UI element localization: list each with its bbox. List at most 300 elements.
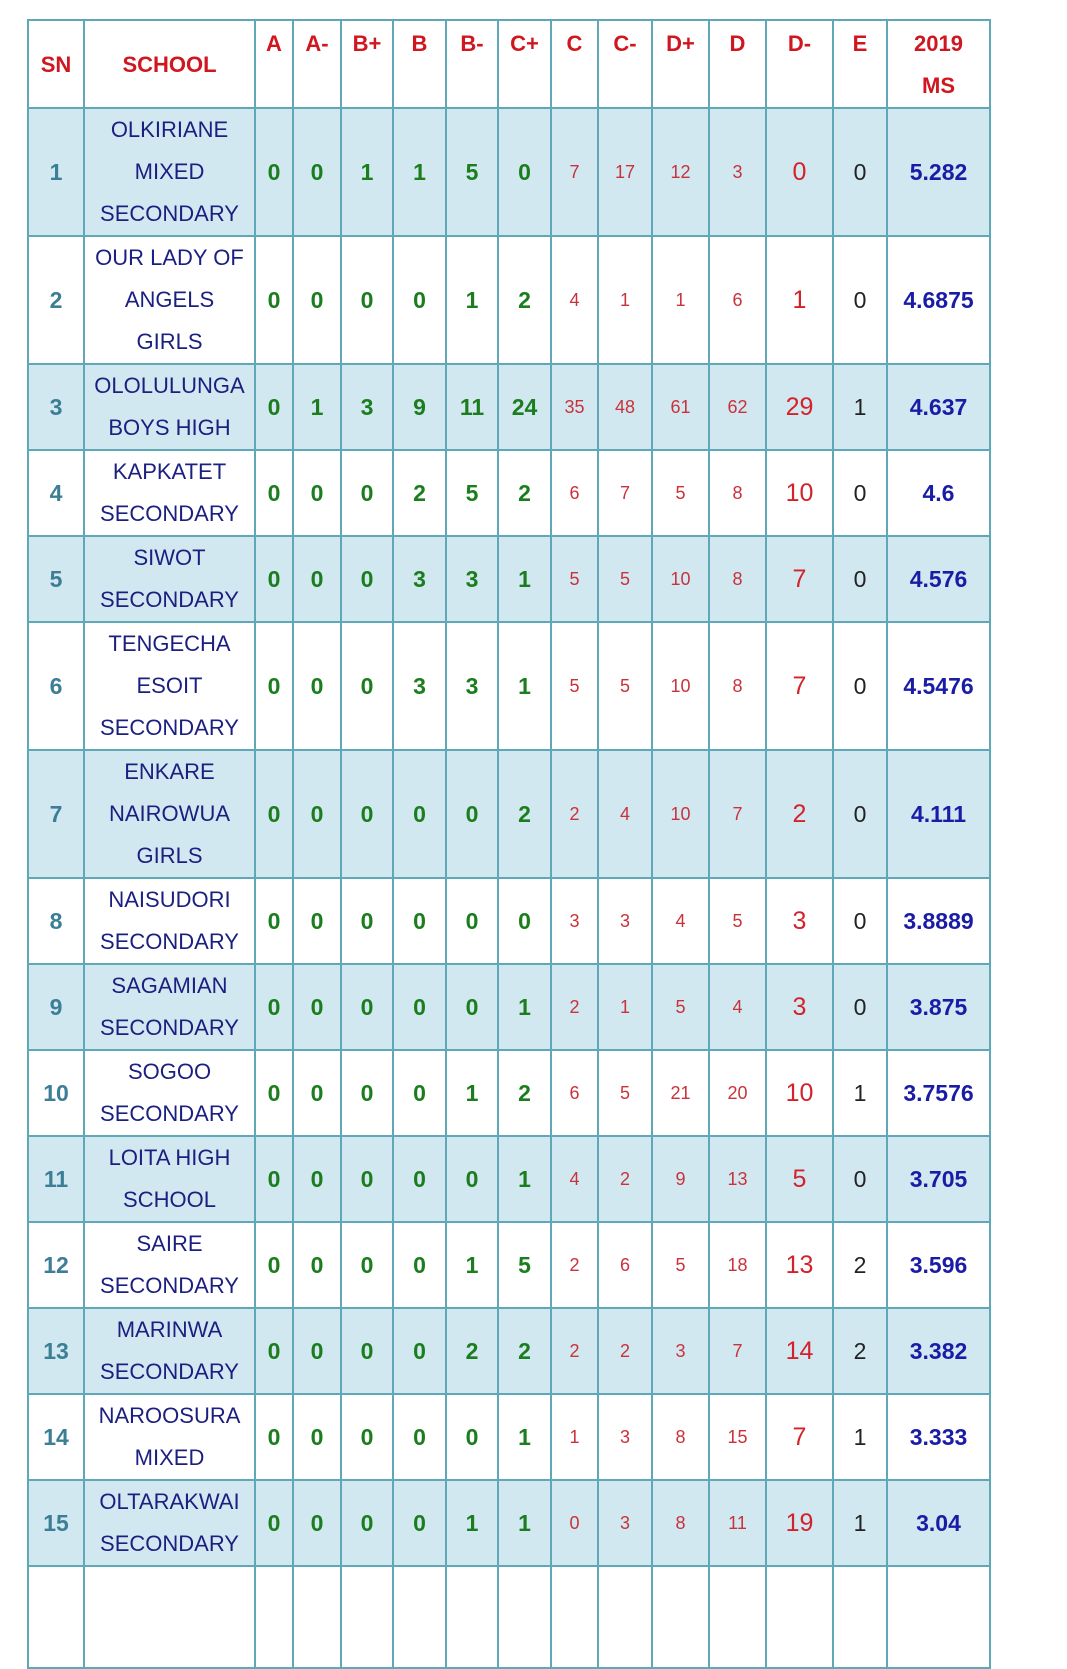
grade-count-cell: 1 xyxy=(498,536,551,622)
empty-cell xyxy=(341,1566,393,1668)
school-name-line: OUR LADY OF xyxy=(95,245,244,270)
grade-count-cell: 0 xyxy=(255,750,293,878)
serial-number-cell: 8 xyxy=(28,878,84,964)
serial-number-cell: 6 xyxy=(28,622,84,750)
school-name-line: NAROOSURA xyxy=(98,1403,241,1428)
school-name-line: SECONDARY xyxy=(100,1531,239,1556)
grade-count-cell: 0 xyxy=(393,1394,446,1480)
grade-count-cell: 2 xyxy=(766,750,833,878)
grade-count-cell: 2 xyxy=(833,1222,887,1308)
school-name-line: ENKARE xyxy=(124,759,215,784)
results-table-container xyxy=(27,19,991,1669)
grade-count-cell: 6 xyxy=(551,450,598,536)
grade-count-cell: 0 xyxy=(255,450,293,536)
grade-count-cell: 3 xyxy=(551,878,598,964)
grade-count-cell: 12 xyxy=(652,108,709,236)
grade-count-cell: 0 xyxy=(255,622,293,750)
grade-count-cell: 1 xyxy=(498,1136,551,1222)
empty-cell xyxy=(652,1566,709,1668)
mean-score-cell: 4.576 xyxy=(887,536,990,622)
grade-count-cell: 0 xyxy=(255,964,293,1050)
school-name-line: ESOIT xyxy=(136,673,203,698)
school-name-line: MARINWA xyxy=(116,1317,223,1342)
grade-count-cell: 0 xyxy=(551,1480,598,1566)
grade-count-cell: 2 xyxy=(498,236,551,364)
school-name-line: SECONDARY xyxy=(100,501,239,526)
empty-cell xyxy=(28,1566,84,1668)
grade-count-cell: 0 xyxy=(255,536,293,622)
table-header-row xyxy=(28,20,990,108)
empty-cell xyxy=(293,1566,341,1668)
table-row xyxy=(28,1136,990,1222)
grade-count-cell: 0 xyxy=(341,1394,393,1480)
grade-count-cell: 1 xyxy=(446,1480,498,1566)
school-name-line: OLTARAKWAI xyxy=(99,1489,240,1514)
grade-count-cell: 0 xyxy=(341,622,393,750)
grade-count-cell: 0 xyxy=(255,1050,293,1136)
grade-count-cell: 0 xyxy=(341,536,393,622)
grade-count-cell: 2 xyxy=(498,1050,551,1136)
school-name-cell xyxy=(84,1136,255,1222)
table-row xyxy=(28,450,990,536)
grade-count-cell: 0 xyxy=(833,750,887,878)
grade-count-cell: 5 xyxy=(652,1222,709,1308)
grade-count-cell: 20 xyxy=(709,1050,766,1136)
grade-count-cell: 0 xyxy=(255,1222,293,1308)
grade-count-cell: 0 xyxy=(293,536,341,622)
grade-count-cell: 6 xyxy=(598,1222,652,1308)
table-row xyxy=(28,750,990,878)
grade-count-cell: 1 xyxy=(598,236,652,364)
grade-count-cell: 0 xyxy=(293,878,341,964)
mean-score-cell: 4.6 xyxy=(887,450,990,536)
school-name-line: SECONDARY xyxy=(100,587,239,612)
grade-count-cell: 13 xyxy=(709,1136,766,1222)
grade-count-cell: 2 xyxy=(446,1308,498,1394)
grade-count-cell: 10 xyxy=(766,1050,833,1136)
school-name-line: NAISUDORI xyxy=(108,887,231,912)
grade-count-cell: 0 xyxy=(293,750,341,878)
serial-number-cell: 3 xyxy=(28,364,84,450)
serial-number-cell: 4 xyxy=(28,450,84,536)
school-name-line: ANGELS xyxy=(124,287,215,312)
grade-count-cell: 0 xyxy=(446,878,498,964)
mean-score-cell: 3.875 xyxy=(887,964,990,1050)
grade-count-cell: 5 xyxy=(598,536,652,622)
column-header-grade: A- xyxy=(293,20,341,108)
grade-count-cell: 11 xyxy=(709,1480,766,1566)
grade-count-cell: 0 xyxy=(293,108,341,236)
grade-count-cell: 0 xyxy=(833,108,887,236)
serial-number-cell: 14 xyxy=(28,1394,84,1480)
grade-count-cell: 8 xyxy=(709,622,766,750)
school-name-line: SECONDARY xyxy=(100,201,239,226)
school-name-line: MIXED xyxy=(134,159,205,184)
grade-count-cell: 10 xyxy=(652,622,709,750)
table-row-partial xyxy=(28,1566,990,1668)
column-header-sn: SN xyxy=(28,20,84,108)
grade-count-cell: 1 xyxy=(498,964,551,1050)
school-name-line: LOITA HIGH xyxy=(108,1145,231,1170)
grade-count-cell: 5 xyxy=(446,450,498,536)
school-name-line: SCHOOL xyxy=(123,1187,216,1212)
table-body xyxy=(28,108,990,1668)
school-name-cell xyxy=(84,450,255,536)
serial-number-cell: 7 xyxy=(28,750,84,878)
table-row xyxy=(28,878,990,964)
grade-count-cell: 1 xyxy=(833,1480,887,1566)
grade-count-cell: 0 xyxy=(833,536,887,622)
grade-count-cell: 61 xyxy=(652,364,709,450)
empty-cell xyxy=(887,1566,990,1668)
grade-count-cell: 0 xyxy=(341,450,393,536)
grade-count-cell: 19 xyxy=(766,1480,833,1566)
grade-count-cell: 7 xyxy=(766,622,833,750)
table-row xyxy=(28,1480,990,1566)
table-row xyxy=(28,1394,990,1480)
grade-count-cell: 0 xyxy=(293,1308,341,1394)
school-name-line: KAPKATET xyxy=(112,459,227,484)
mean-score-cell: 3.04 xyxy=(887,1480,990,1566)
grade-count-cell: 0 xyxy=(293,450,341,536)
column-header-grade: C+ xyxy=(498,20,551,108)
grade-count-cell: 62 xyxy=(709,364,766,450)
grade-count-cell: 0 xyxy=(255,236,293,364)
serial-number-cell: 12 xyxy=(28,1222,84,1308)
grade-count-cell: 1 xyxy=(833,1050,887,1136)
table-row xyxy=(28,364,990,450)
mean-score-cell: 5.282 xyxy=(887,108,990,236)
grade-count-cell: 2 xyxy=(833,1308,887,1394)
grade-count-cell: 5 xyxy=(598,622,652,750)
grade-count-cell: 7 xyxy=(551,108,598,236)
serial-number-cell: 13 xyxy=(28,1308,84,1394)
grade-count-cell: 0 xyxy=(341,750,393,878)
school-name-cell xyxy=(84,236,255,364)
school-name-line: GIRLS xyxy=(136,843,203,868)
grade-count-cell: 6 xyxy=(551,1050,598,1136)
grade-count-cell: 0 xyxy=(393,1222,446,1308)
school-name-cell xyxy=(84,964,255,1050)
grade-count-cell: 5 xyxy=(709,878,766,964)
grade-count-cell: 2 xyxy=(598,1308,652,1394)
grade-count-cell: 24 xyxy=(498,364,551,450)
grade-count-cell: 4 xyxy=(709,964,766,1050)
school-name-cell xyxy=(84,108,255,236)
serial-number-cell: 5 xyxy=(28,536,84,622)
grade-count-cell: 3 xyxy=(446,536,498,622)
grade-count-cell: 0 xyxy=(341,878,393,964)
mean-score-cell: 4.5476 xyxy=(887,622,990,750)
table-row xyxy=(28,1308,990,1394)
grade-count-cell: 4 xyxy=(598,750,652,878)
table-row xyxy=(28,964,990,1050)
school-name-line: SECONDARY xyxy=(100,1015,239,1040)
school-name-cell xyxy=(84,1480,255,1566)
grade-count-cell: 0 xyxy=(446,1394,498,1480)
school-name-line: SECONDARY xyxy=(100,1359,239,1384)
grade-count-cell: 3 xyxy=(766,964,833,1050)
school-name-line: OLOLULUNGA xyxy=(94,373,245,398)
grade-count-cell: 7 xyxy=(709,750,766,878)
column-header-grade: D- xyxy=(766,20,833,108)
school-name-line: SAIRE xyxy=(136,1231,203,1256)
grade-count-cell: 6 xyxy=(709,236,766,364)
grade-count-cell: 0 xyxy=(255,108,293,236)
grade-count-cell: 0 xyxy=(393,1480,446,1566)
school-name-cell xyxy=(84,364,255,450)
grade-count-cell: 5 xyxy=(598,1050,652,1136)
grade-count-cell: 4 xyxy=(652,878,709,964)
grade-count-cell: 1 xyxy=(446,236,498,364)
serial-number-cell: 9 xyxy=(28,964,84,1050)
grade-count-cell: 0 xyxy=(833,878,887,964)
column-header-grade: B xyxy=(393,20,446,108)
grade-count-cell: 2 xyxy=(498,450,551,536)
grade-count-cell: 8 xyxy=(652,1394,709,1480)
grade-count-cell: 1 xyxy=(293,364,341,450)
grade-count-cell: 10 xyxy=(652,750,709,878)
grade-count-cell: 0 xyxy=(293,1480,341,1566)
mean-score-cell: 4.111 xyxy=(887,750,990,878)
grade-count-cell: 8 xyxy=(709,536,766,622)
grade-count-cell: 8 xyxy=(652,1480,709,1566)
table-row xyxy=(28,1222,990,1308)
grade-count-cell: 7 xyxy=(598,450,652,536)
grade-count-cell: 0 xyxy=(255,1480,293,1566)
mean-score-cell: 3.333 xyxy=(887,1394,990,1480)
grade-count-cell: 0 xyxy=(341,1480,393,1566)
grade-count-cell: 10 xyxy=(766,450,833,536)
grade-count-cell: 15 xyxy=(709,1394,766,1480)
grade-count-cell: 1 xyxy=(833,364,887,450)
school-name-cell xyxy=(84,750,255,878)
grade-count-cell: 0 xyxy=(393,964,446,1050)
school-name-line: SIWOT xyxy=(133,545,206,570)
school-name-line: SECONDARY xyxy=(100,715,239,740)
grade-count-cell: 9 xyxy=(652,1136,709,1222)
grade-count-cell: 3 xyxy=(393,622,446,750)
school-name-cell xyxy=(84,1308,255,1394)
grade-count-cell: 1 xyxy=(498,622,551,750)
grade-count-cell: 10 xyxy=(652,536,709,622)
school-name-cell xyxy=(84,622,255,750)
column-header-mean-score xyxy=(887,20,990,108)
grade-count-cell: 0 xyxy=(498,108,551,236)
column-header-school: SCHOOL xyxy=(84,20,255,108)
grade-count-cell: 11 xyxy=(446,364,498,450)
grade-count-cell: 7 xyxy=(709,1308,766,1394)
grade-count-cell: 3 xyxy=(446,622,498,750)
grade-count-cell: 0 xyxy=(393,1050,446,1136)
grade-count-cell: 0 xyxy=(255,364,293,450)
grade-count-cell: 0 xyxy=(293,1136,341,1222)
grade-count-cell: 1 xyxy=(341,108,393,236)
grade-count-cell: 18 xyxy=(709,1222,766,1308)
grade-count-cell: 3 xyxy=(598,1394,652,1480)
grade-count-cell: 0 xyxy=(393,750,446,878)
grade-count-cell: 0 xyxy=(833,450,887,536)
serial-number-cell: 11 xyxy=(28,1136,84,1222)
empty-cell xyxy=(498,1566,551,1668)
school-name-line: SAGAMIAN xyxy=(111,973,228,998)
grade-count-cell: 1 xyxy=(446,1222,498,1308)
grade-count-cell: 21 xyxy=(652,1050,709,1136)
grade-count-cell: 13 xyxy=(766,1222,833,1308)
school-name-line: SOGOO xyxy=(127,1059,212,1084)
empty-cell xyxy=(551,1566,598,1668)
mean-score-cell: 3.596 xyxy=(887,1222,990,1308)
grade-count-cell: 0 xyxy=(446,964,498,1050)
grade-count-cell: 0 xyxy=(341,1308,393,1394)
grade-count-cell: 2 xyxy=(393,450,446,536)
grade-count-cell: 1 xyxy=(652,236,709,364)
grade-count-cell: 0 xyxy=(833,236,887,364)
grade-count-cell: 0 xyxy=(393,1308,446,1394)
empty-cell xyxy=(709,1566,766,1668)
grade-count-cell: 0 xyxy=(255,1394,293,1480)
school-results-table xyxy=(27,19,991,1669)
grade-count-cell: 1 xyxy=(498,1394,551,1480)
column-header-grade: C- xyxy=(598,20,652,108)
school-name-line: BOYS HIGH xyxy=(108,415,231,440)
grade-count-cell: 2 xyxy=(598,1136,652,1222)
mean-score-cell: 4.6875 xyxy=(887,236,990,364)
grade-count-cell: 8 xyxy=(709,450,766,536)
grade-count-cell: 0 xyxy=(293,1222,341,1308)
school-name-cell xyxy=(84,878,255,964)
column-header-grade: C xyxy=(551,20,598,108)
column-header-grade: B- xyxy=(446,20,498,108)
grade-count-cell: 1 xyxy=(833,1394,887,1480)
school-name-line: MIXED xyxy=(134,1445,205,1470)
grade-count-cell: 2 xyxy=(498,750,551,878)
grade-count-cell: 0 xyxy=(393,236,446,364)
empty-cell xyxy=(833,1566,887,1668)
mean-score-cell: 3.382 xyxy=(887,1308,990,1394)
grade-count-cell: 1 xyxy=(598,964,652,1050)
grade-count-cell: 3 xyxy=(709,108,766,236)
column-header-grade: D xyxy=(709,20,766,108)
serial-number-cell: 2 xyxy=(28,236,84,364)
school-name-line: NAIROWUA xyxy=(109,801,230,826)
grade-count-cell: 5 xyxy=(652,450,709,536)
mean-score-cell: 3.8889 xyxy=(887,878,990,964)
grade-count-cell: 3 xyxy=(341,364,393,450)
grade-count-cell: 7 xyxy=(766,1394,833,1480)
grade-count-cell: 2 xyxy=(551,964,598,1050)
empty-cell xyxy=(84,1566,255,1668)
serial-number-cell: 10 xyxy=(28,1050,84,1136)
column-header-grade: D+ xyxy=(652,20,709,108)
grade-count-cell: 0 xyxy=(446,750,498,878)
table-row xyxy=(28,1050,990,1136)
grade-count-cell: 0 xyxy=(293,236,341,364)
grade-count-cell: 0 xyxy=(833,622,887,750)
grade-count-cell: 1 xyxy=(446,1050,498,1136)
school-name-line: SECONDARY xyxy=(100,929,239,954)
empty-cell xyxy=(598,1566,652,1668)
grade-count-cell: 48 xyxy=(598,364,652,450)
grade-count-cell: 7 xyxy=(766,536,833,622)
mean-score-cell: 3.705 xyxy=(887,1136,990,1222)
grade-count-cell: 2 xyxy=(498,1308,551,1394)
grade-count-cell: 0 xyxy=(446,1136,498,1222)
grade-count-cell: 5 xyxy=(766,1136,833,1222)
column-header-grade: A xyxy=(255,20,293,108)
grade-count-cell: 1 xyxy=(498,1480,551,1566)
empty-cell xyxy=(446,1566,498,1668)
empty-cell xyxy=(766,1566,833,1668)
school-name-cell xyxy=(84,1394,255,1480)
grade-count-cell: 3 xyxy=(766,878,833,964)
empty-cell xyxy=(393,1566,446,1668)
grade-count-cell: 0 xyxy=(293,622,341,750)
column-header-grade: B+ xyxy=(341,20,393,108)
grade-count-cell: 0 xyxy=(766,108,833,236)
grade-count-cell: 2 xyxy=(551,1308,598,1394)
school-name-line: SECONDARY xyxy=(100,1101,239,1126)
grade-count-cell: 0 xyxy=(255,1136,293,1222)
table-row xyxy=(28,536,990,622)
grade-count-cell: 5 xyxy=(498,1222,551,1308)
school-name-line: GIRLS xyxy=(136,329,203,354)
grade-count-cell: 1 xyxy=(393,108,446,236)
grade-count-cell: 2 xyxy=(551,1222,598,1308)
grade-count-cell: 4 xyxy=(551,1136,598,1222)
grade-count-cell: 3 xyxy=(598,878,652,964)
grade-count-cell: 0 xyxy=(498,878,551,964)
school-name-cell xyxy=(84,1222,255,1308)
school-name-line: TENGECHA xyxy=(108,631,231,656)
serial-number-cell: 15 xyxy=(28,1480,84,1566)
grade-count-cell: 0 xyxy=(393,1136,446,1222)
school-name-cell xyxy=(84,536,255,622)
grade-count-cell: 0 xyxy=(341,1050,393,1136)
grade-count-cell: 29 xyxy=(766,364,833,450)
grade-count-cell: 14 xyxy=(766,1308,833,1394)
grade-count-cell: 2 xyxy=(551,750,598,878)
ms-header-year: 2019 xyxy=(914,31,963,56)
table-row xyxy=(28,108,990,236)
grade-count-cell: 5 xyxy=(551,536,598,622)
grade-count-cell: 3 xyxy=(393,536,446,622)
grade-count-cell: 0 xyxy=(255,1308,293,1394)
school-name-line: SECONDARY xyxy=(100,1273,239,1298)
mean-score-cell: 4.637 xyxy=(887,364,990,450)
school-name-line: OLKIRIANE xyxy=(110,117,229,142)
grade-count-cell: 35 xyxy=(551,364,598,450)
grade-count-cell: 5 xyxy=(446,108,498,236)
serial-number-cell: 1 xyxy=(28,108,84,236)
grade-count-cell: 0 xyxy=(341,1222,393,1308)
grade-count-cell: 5 xyxy=(551,622,598,750)
grade-count-cell: 0 xyxy=(833,964,887,1050)
empty-cell xyxy=(255,1566,293,1668)
grade-count-cell: 0 xyxy=(341,964,393,1050)
grade-count-cell: 4 xyxy=(551,236,598,364)
grade-count-cell: 3 xyxy=(598,1480,652,1566)
grade-count-cell: 1 xyxy=(551,1394,598,1480)
grade-count-cell: 9 xyxy=(393,364,446,450)
ms-header-label: MS xyxy=(922,73,955,98)
grade-count-cell: 3 xyxy=(652,1308,709,1394)
table-row xyxy=(28,622,990,750)
grade-count-cell: 0 xyxy=(393,878,446,964)
grade-count-cell: 5 xyxy=(652,964,709,1050)
mean-score-cell: 3.7576 xyxy=(887,1050,990,1136)
grade-count-cell: 0 xyxy=(833,1136,887,1222)
